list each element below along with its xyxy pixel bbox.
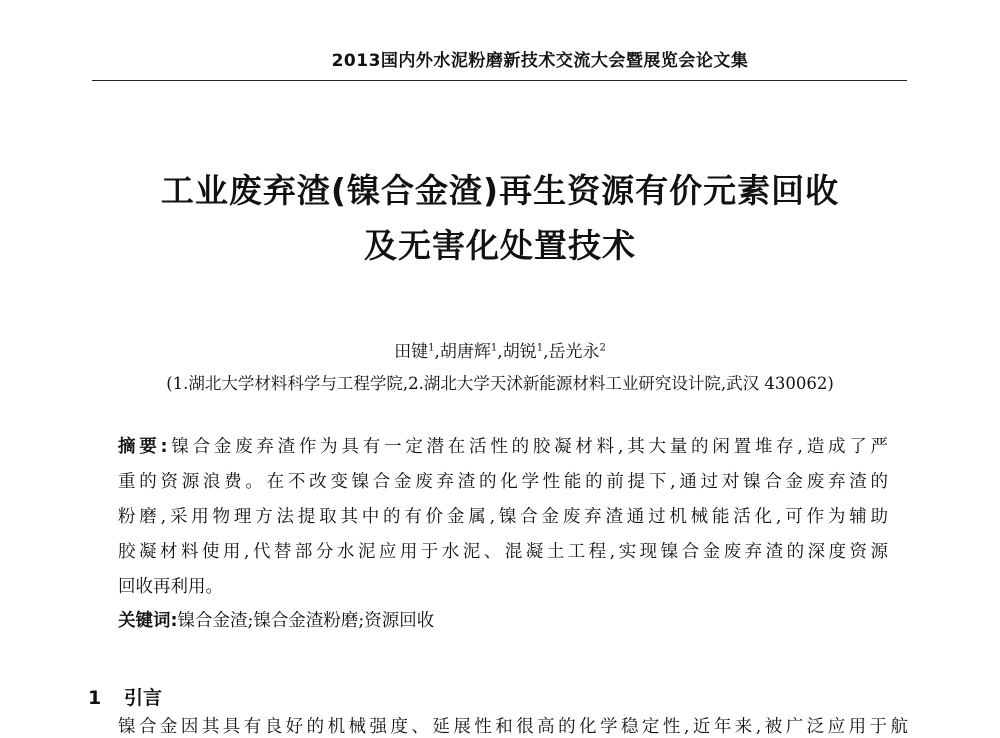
author-separator: , [434, 342, 440, 362]
paper-title-line-1: 工业废弃渣(镍合金渣)再生资源有价元素回收 [160, 171, 840, 210]
affiliation: (1.湖北大学材料科学与工程学院,2.湖北大学天沭新能源材料工业研究设计院,武汉 430062) [166, 374, 834, 393]
author-name: 田键 [394, 342, 429, 362]
keywords-text: 镍合金渣;镍合金渣粉磨;资源回收 [177, 611, 435, 631]
author-name: 胡锐 [502, 342, 537, 362]
author-affiliation-mark: 1 [428, 342, 435, 354]
section-number: 1 [88, 687, 102, 709]
author-affiliation-mark: 2 [599, 342, 606, 354]
author-list [100, 337, 900, 362]
section-heading [88, 683, 162, 710]
author-name: 岳光永 [548, 342, 600, 362]
abstract-text: 镍合金废弃渣作为具有一定潜在活性的胶凝材料,其大量的闲置堆存,造成了严 [167, 437, 889, 457]
abstract-line [118, 430, 888, 465]
abstract-line: 回收再利用。 [118, 577, 223, 597]
abstract-line: 胶凝材料使用,代替部分水泥应用于水泥、混凝土工程,实现镍合金废弃渣的深度资源 [118, 542, 888, 562]
keywords-label: 关键词: [118, 611, 178, 631]
author-separator: , [543, 342, 549, 362]
keywords [118, 607, 434, 632]
paper-title-line-2: 及无害化处置技术 [364, 226, 636, 265]
abstract [118, 430, 888, 605]
header-rule [92, 80, 907, 81]
running-header: 2013国内外水泥粉磨新技术交流大会暨展览会论文集 [331, 51, 749, 71]
abstract-line: 粉磨,采用物理方法提取其中的有价金属,镍合金废弃渣通过机械能活化,可作为辅助 [118, 507, 888, 527]
author-name: 胡唐辉 [439, 342, 491, 362]
author-affiliation-mark: 1 [536, 342, 544, 354]
author-separator: , [497, 342, 503, 362]
abstract-line: 重的资源浪费。在不改变镍合金废弃渣的化学性能的前提下,通过对镍合金废弃渣的 [118, 472, 888, 492]
body-text-line: 镍合金因其具有良好的机械强度、延展性和很高的化学稳定性,近年来,被广泛应用于航 [118, 717, 908, 737]
author-affiliation-mark: 1 [490, 342, 498, 354]
abstract-label: 摘要: [118, 437, 168, 457]
section-title: 引言 [124, 687, 163, 709]
